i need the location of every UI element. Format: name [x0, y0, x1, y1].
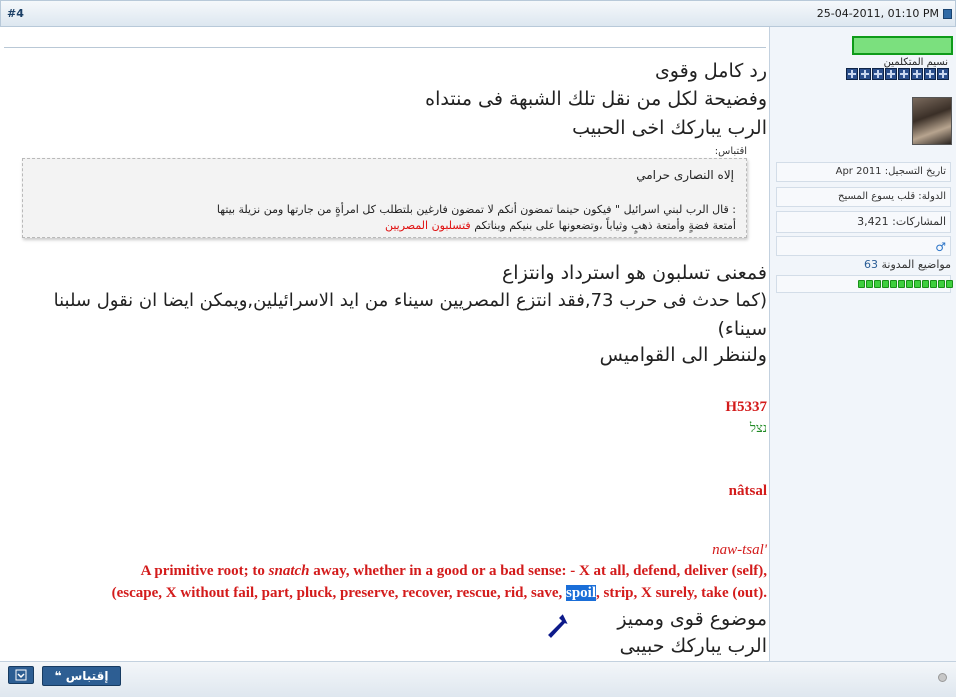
chevron-down-icon [15, 669, 27, 681]
rank-cross-icon [898, 68, 910, 80]
post-header [0, 0, 956, 27]
quote-author: إلاه النصارى حرامي [636, 168, 734, 182]
pointer-arrow-icon [543, 611, 571, 641]
join-date-field: تاريخ التسجيل: Apr 2011 [776, 162, 951, 182]
reputation-dots [858, 280, 953, 288]
username-link[interactable] [852, 36, 953, 55]
male-icon: ♂ [935, 240, 946, 254]
post-footer [0, 661, 956, 697]
transliteration: nâtsal [728, 483, 767, 499]
reputation-dot [890, 280, 897, 288]
reputation-dot [938, 280, 945, 288]
reputation-dot [874, 280, 881, 288]
user-rank-title: نسيم المتكلمين [883, 57, 948, 68]
blog-count-link[interactable]: 63 [864, 258, 879, 271]
reputation-dot [914, 280, 921, 288]
reputation-dot [898, 280, 905, 288]
quote-text-line-2: أمتعة فضةٍ وأمتعة ذهبٍ وثياباً ،وتضعونها على بنيكم وبناتكم فتسلبون المصريين [384, 219, 736, 232]
reputation-dot [858, 280, 865, 288]
post-number-link[interactable]: #4 [7, 7, 24, 20]
offline-status-icon [938, 673, 947, 682]
body-line-1: فمعنى تسلبون هو استرداد وانتزاع [501, 262, 767, 284]
intro-line-3: الرب يباركك اخى الحبيب [572, 117, 767, 139]
country-field: الدولة: قلب يسوع المسيح [776, 187, 951, 207]
rank-cross-icon [911, 68, 923, 80]
intro-line-1: رد كامل وقوى [654, 60, 767, 82]
reputation-dot [930, 280, 937, 288]
rank-cross-icon [937, 68, 949, 80]
reputation-dot [882, 280, 889, 288]
rank-cross-icon [846, 68, 858, 80]
quote-text-line-1: : قال الرب لبني اسرائيل " فيكون حينما تمضون أنكم لا تمضون فارغين بلتطلب كل امرأةٍ من جارتها ومن نزيلة بيتها [216, 203, 736, 216]
avatar[interactable] [912, 97, 952, 145]
reputation-dot [866, 280, 873, 288]
gender-field [776, 236, 951, 256]
reputation-bar [776, 275, 951, 293]
blog-entries-row: مواضيع المدونة 63 [864, 258, 951, 271]
hebrew-word: נצל [749, 421, 767, 436]
closing-line-2: الرب يباركك حبيبى [619, 635, 767, 657]
body-line-2: (كما حدث فى حرب 73,فقد انتزع المصريين سيناء من ايد الاسرائيلين,ويمكن ايضا ان نقول سلبنا [53, 290, 767, 311]
user-info-panel [769, 27, 956, 661]
pronunciation: naw-tsal' [712, 542, 767, 558]
definition-line-1: A primitive root; to snatch away, whether in a good or a bad sense: - X at all, defend, deliver (self), [140, 563, 767, 579]
reputation-dot [922, 280, 929, 288]
reputation-dot [946, 280, 953, 288]
quote-button[interactable]: إقتباس ❝ [42, 666, 121, 686]
quote-label: اقتباس: [714, 146, 747, 157]
rank-cross-icon [859, 68, 871, 80]
strongs-code: H5337 [725, 399, 767, 415]
intro-line-2: وفضيحة لكل من نقل تلك الشبهة فى منتداه [425, 88, 767, 110]
title-divider [4, 47, 766, 48]
body-line-4: ولننظر الى القواميس [599, 344, 767, 366]
quote-marks-icon: ❝ [54, 669, 62, 683]
multi-quote-button[interactable] [8, 666, 34, 684]
quote-red-text: فتسلبون المصريين [384, 219, 471, 232]
post-content [0, 27, 769, 661]
reputation-dot [906, 280, 913, 288]
post-status-icon [943, 9, 952, 19]
rank-cross-icon [924, 68, 936, 80]
selected-word: spoil [566, 585, 597, 601]
posts-count-field: المشاركات: 3,421 [776, 211, 951, 233]
definition-line-2: (escape, X without fail, part, pluck, preserve, recover, rescue, rid, save, spoil, strip, X surely, take (out). [111, 585, 767, 601]
rank-stars [846, 68, 949, 82]
rank-cross-icon [872, 68, 884, 80]
body-line-3: سيناء) [717, 318, 767, 340]
quote-box [22, 158, 747, 238]
rank-cross-icon [885, 68, 897, 80]
closing-line-1: موضوع قوى ومميز [617, 608, 767, 630]
post-date: 25-04-2011, 01:10 PM [816, 7, 939, 20]
